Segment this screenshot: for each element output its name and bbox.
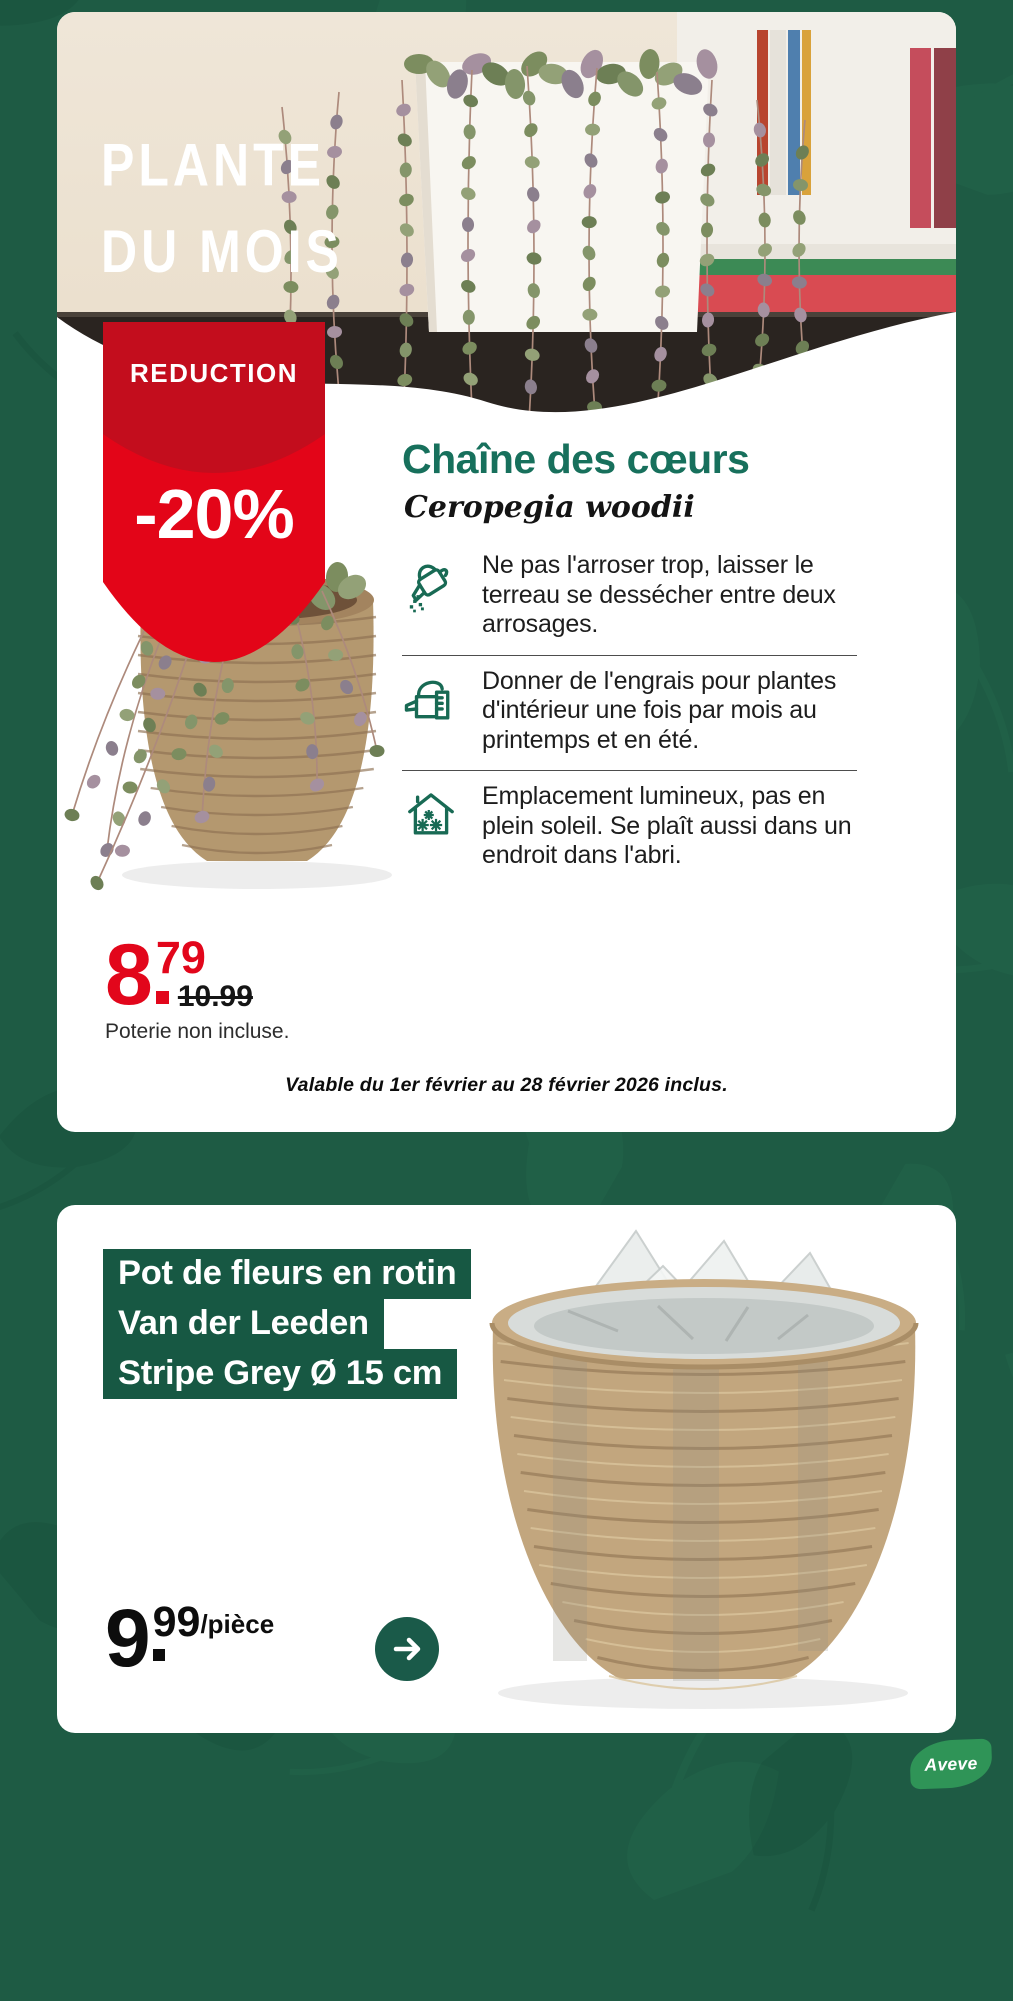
price2-block (105, 1593, 275, 1684)
arrow-button[interactable] (375, 1617, 439, 1681)
price-cents: 79 (155, 932, 206, 983)
arrow-right-icon (390, 1632, 424, 1666)
price2-cents: 99 (152, 1598, 201, 1646)
overlay-title-line1: PLANTE (101, 131, 325, 199)
fertilizer-watering-can-icon (402, 671, 460, 729)
price-euros: 8 (105, 927, 151, 1023)
product-latin-name: Ceropegia woodii (404, 490, 695, 525)
care-text-fertilizer: Donner de l'engrais pour plantes d'intérieur une fois par mois au printemps et en été. (482, 666, 837, 754)
validity-text: Valable du 1er février au 28 février 2026 inclus. (285, 1074, 728, 1096)
plant-of-month-overlay-title (101, 122, 343, 295)
product2-title (103, 1249, 471, 1399)
rattan-pot-card (57, 1205, 956, 1733)
discount-badge-label: REDUCTION (129, 358, 299, 388)
discount-percentage: -20% (134, 475, 294, 553)
product2-title-line1: Pot de fleurs en rotin (103, 1249, 471, 1299)
price2-euros: 9 (105, 1593, 149, 1684)
care-text-light: Emplacement lumineux, pas en plein soleil. Se plaît aussi dans un endroit dans l'abri. (482, 782, 852, 869)
price-note: Poterie non incluse. (105, 1020, 290, 1043)
care-row-light (402, 771, 857, 886)
old-price: 10.99 (177, 980, 253, 1013)
aveve-logo-text: Aveve (924, 1752, 978, 1775)
plant-of-month-card (57, 12, 956, 1132)
care-instructions (402, 540, 857, 886)
care-text-watering: Ne pas l'arroser trop, laisser le terreau se dessécher entre deux arrosages. (482, 551, 836, 638)
price2-unit: /pièce (200, 1609, 275, 1639)
care-row-fertilizer (402, 656, 857, 772)
product2-title-line2: Van der Leeden (103, 1299, 384, 1349)
discount-badge (103, 322, 325, 667)
price-decimal-dot (156, 991, 169, 1004)
product-title: Chaîne des cœurs (402, 436, 750, 482)
rattan-pot-photo (458, 1211, 950, 1717)
watering-can-pouring-icon (402, 555, 460, 613)
price2-decimal-dot (153, 1649, 165, 1661)
price-block (105, 927, 253, 1023)
overlay-title-line2: DU MOIS (101, 218, 343, 286)
house-plants-icon (402, 786, 460, 844)
care-row-watering (402, 540, 857, 656)
product2-title-line3: Stripe Grey Ø 15 cm (103, 1349, 457, 1399)
